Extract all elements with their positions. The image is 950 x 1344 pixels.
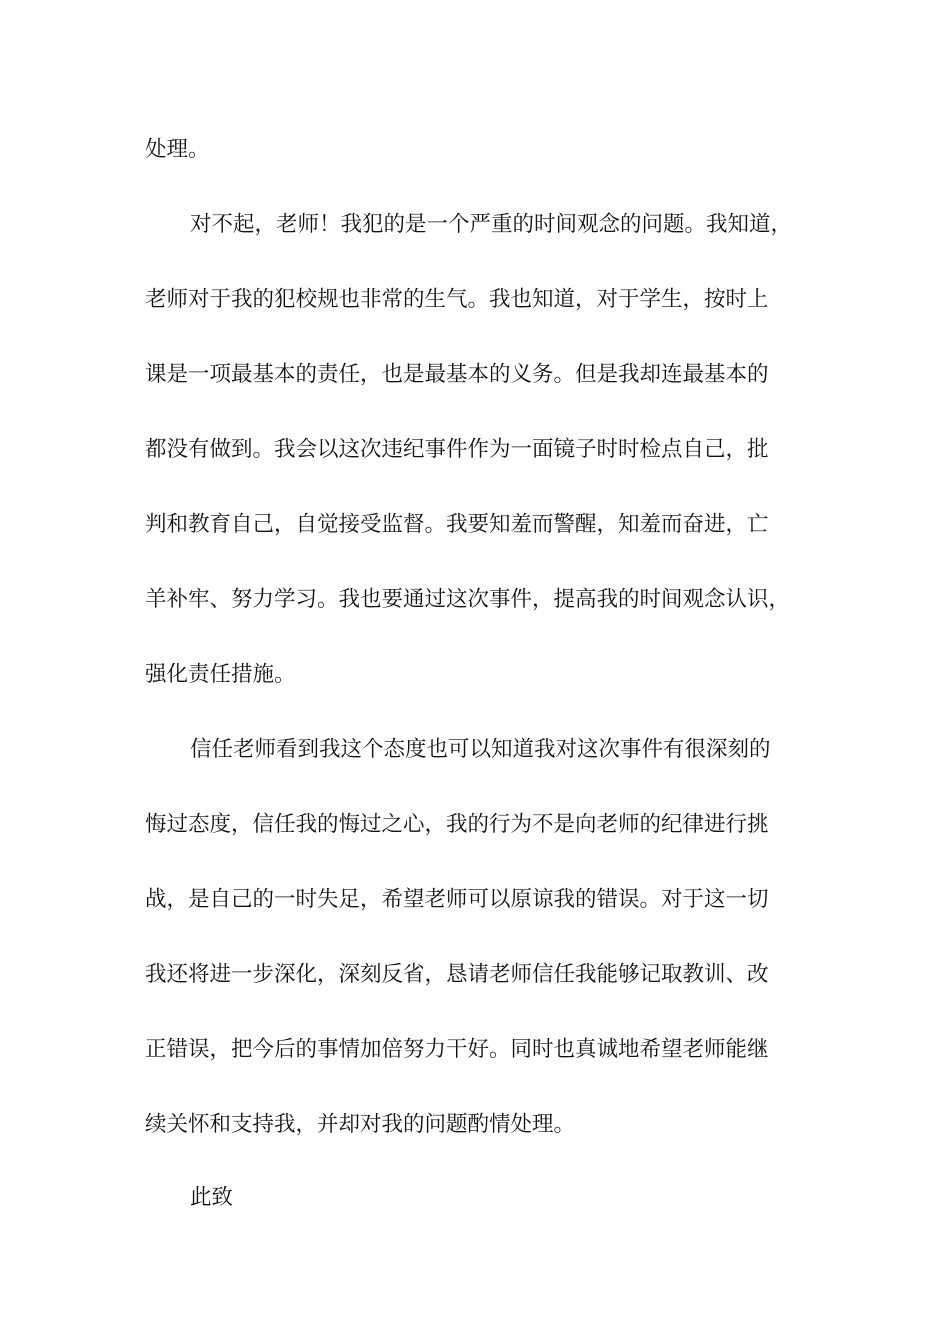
text-line: 课是一项最基本的责任，也是最基本的义务。但是我却连最基本的 xyxy=(145,362,769,387)
text-line: 悔过态度，信任我的悔过之心，我的行为不是向老师的纪律进行挑 xyxy=(145,812,769,837)
text-line: 续关怀和支持我，并却对我的问题酌情处理。 xyxy=(145,1112,576,1137)
text-line: 羊补牢、努力学习。我也要通过这次事件，提高我的时间观念认识， xyxy=(145,587,791,612)
text-line: 判和教育自己，自觉接受监督。我要知羞而警醒，知羞而奋进，亡 xyxy=(145,512,769,537)
text-line: 处理。 xyxy=(145,137,210,162)
text-line: 战，是自己的一时失足，希望老师可以原谅我的错误。对于这一切 xyxy=(145,887,769,912)
text-line: 我还将进一步深化，深刻反省，恳请老师信任我能够记取教训、改 xyxy=(145,962,769,987)
paragraph-first-line: 信任老师看到我这个态度也可以知道我对这次事件有很深刻的 xyxy=(190,737,771,762)
closing-salutation: 此致 xyxy=(190,1185,234,1210)
text-line: 强化责任措施。 xyxy=(145,662,296,687)
text-line: 老师对于我的犯校规也非常的生气。我也知道，对于学生，按时上 xyxy=(145,287,769,312)
paragraph-first-line: 对不起，老师！我犯的是一个严重的时间观念的问题。我知道， xyxy=(190,212,793,237)
text-line: 都没有做到。我会以这次违纪事件作为一面镜子时时检点自己，批 xyxy=(145,437,769,462)
text-line: 正错误，把今后的事情加倍努力干好。同时也真诚地希望老师能继 xyxy=(145,1037,769,1062)
